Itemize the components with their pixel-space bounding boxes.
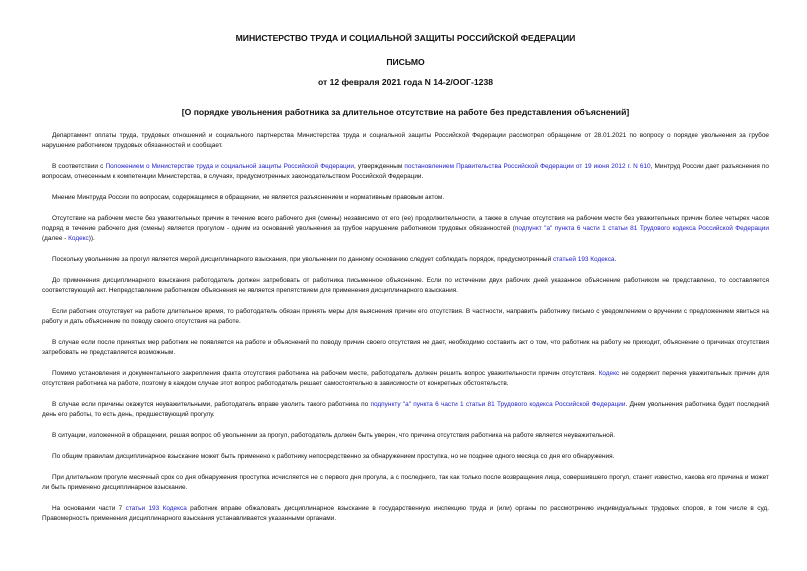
paragraph-valid-reasons bbox=[42, 369, 769, 389]
text: На основании части 7 bbox=[52, 505, 126, 512]
paragraph-long-absence: Если работник отсутствует на работе длительное время, то работодатель обязан принять меры для выяснения причин его отсутствия. В частности, направить работнику письмо с уведомлением о вручении с предложением явиться на работу и дать объяснение по поводу своего отсутствия на работе. bbox=[42, 308, 769, 325]
paragraph-deadline: При длительном прогуле месячный срок со дня обнаружения проступка исчисляется не с первого дня прогула, а с последнего, так как только после возвращения лица, совершившего прогул, станет известно, какова его причина и может ли быть применено дисциплинарное взыскание. bbox=[42, 474, 769, 491]
paragraph-disciplinary-procedure bbox=[42, 255, 769, 265]
paragraph-appeal bbox=[42, 504, 769, 524]
paragraph-dismissal bbox=[42, 400, 769, 420]
text: Помимо установления и документального закрепления факта отсутствия работника на рабочем месте, работодатель должен решить вопрос уважительности причин отсутствия. bbox=[52, 370, 599, 377]
text: не содержит перечня уважительных причин для отсутствия работника на работе, поэтому в каждом случае этот вопрос работодатель решает самостоятельно в зависимости от конкретных обстоятельств. bbox=[42, 370, 769, 387]
text: , утвержденным bbox=[353, 163, 405, 170]
paragraph-intro: Департамент оплаты труда, трудовых отношений и социального партнерства Министерства труда и социальной защиты Российской Федерации рассмотрел обращение от 28.01.2021 по вопросу о порядке увольнения за грубое нарушение работником трудовых обязанностей и сообщает. bbox=[42, 132, 769, 149]
paragraph-absence-definition bbox=[42, 214, 769, 244]
text: . Днем увольнения работника будет последний день его работы, то есть день, предшествующий прогулу. bbox=[42, 401, 769, 418]
paragraph-competence bbox=[42, 162, 769, 182]
link-article-81[interactable]: подпункт "а" пункта 6 части 1 статьи 81 Трудового кодекса Российской Федерации bbox=[514, 225, 769, 232]
ministry-heading: МИНИСТЕРСТВО ТРУДА И СОЦИАЛЬНОЙ ЗАЩИТЫ РОССИЙСКОЙ ФЕДЕРАЦИИ bbox=[235, 33, 576, 43]
text: , Минтруд России дает разъяснения по вопросам, отнесенным к компетенции Министерства, в случаях, предусмотренных законодательством Российской Федерации. bbox=[42, 163, 769, 180]
link-article-81[interactable]: подпункту "а" пункта 6 части 1 статьи 81 Трудового кодекса Российской Федерации bbox=[370, 401, 626, 408]
paragraph-no-show-act: В случае если после принятых мер работник не появляется на работе и объяснений по поводу причин своего отсутствия не дает, необходимо составить акт о том, что работник на работу не приходит, объяснение о причинах отсутствия затребовать не представляется возможным. bbox=[42, 339, 769, 356]
doc-type-heading: ПИСЬМО bbox=[386, 57, 425, 67]
link-code[interactable]: Кодекс bbox=[68, 235, 89, 242]
paragraph-opinion: Мнение Минтруда России по вопросам, содержащимся в обращении, не является разъяснением и нормативным правовым актом. bbox=[52, 194, 445, 201]
text: В соответствии с bbox=[52, 163, 106, 170]
text: )). bbox=[88, 235, 95, 242]
text: (далее - bbox=[42, 235, 69, 242]
text: . bbox=[614, 256, 617, 263]
text: Отсутствие на рабочем месте без уважительных причин в течение всего рабочего дня (смены) независимо от его (ее) продолжительности, а также в случае отсутствия на рабочем месте без уважительных причин более четырех часов подряд в течение рабочего дня (смены) является прогулом - одним из оснований увольнения за грубое нарушение работником трудовых обязанностей ( bbox=[42, 215, 769, 232]
date-number-heading: от 12 февраля 2021 года N 14-2/ООГ-1238 bbox=[317, 77, 494, 87]
letter-body bbox=[42, 131, 769, 524]
link-government-decree[interactable]: постановлением Правительства Российской Федерации от 19 июня 2012 г. N 610 bbox=[404, 163, 651, 170]
link-article-193[interactable]: статьи 193 Кодекса bbox=[125, 505, 187, 512]
text: Поскольку увольнение за прогул является мерой дисциплинарного взыскания, при увольнении по данному основанию следует соблюдать порядок, предусмотренный bbox=[52, 256, 553, 263]
subject-heading: [О порядке увольнения работника за длительное отсутствие на работе без представления объяснений] bbox=[181, 107, 630, 117]
paragraph-situation: В ситуации, изложенной в обращении, решая вопрос об увольнении за прогул, работодатель должен быть уверен, что причина отсутствия работника на работе является неуважительной. bbox=[52, 432, 616, 439]
text: работник вправе обжаловать дисциплинарное взыскание в государственную инспекцию труда и (или) органы по рассмотрению индивидуальных трудовых споров, в том числе в суд. Правомерность применения дисциплинарного взыскания устанавливается указанными органами. bbox=[42, 505, 769, 522]
link-ministry-regulation[interactable]: Положением о Министерстве труда и социальной защиты Российской Федерации bbox=[105, 163, 354, 170]
paragraph-explanation-request: До применения дисциплинарного взыскания работодатель должен затребовать от работника письменное объяснение. Если по истечении двух рабочих дней указанное объяснение работником не представлено, то составляется соответствующий акт. Непредставление работником объяснения не является препятствием для применения дисциплинарного взыскания. bbox=[42, 277, 769, 294]
text: В случае если причины окажутся неуважительными, работодатель вправе уволить такого работника по bbox=[52, 401, 371, 408]
paragraph-general-rules: По общим правилам дисциплинарное взыскание может быть применено к работнику непосредственно за обнаружением проступка, но не позднее одного месяца со дня его обнаружения. bbox=[52, 453, 615, 460]
link-code[interactable]: Кодекс bbox=[598, 370, 620, 377]
link-article-193[interactable]: статьей 193 Кодекса bbox=[552, 256, 615, 263]
